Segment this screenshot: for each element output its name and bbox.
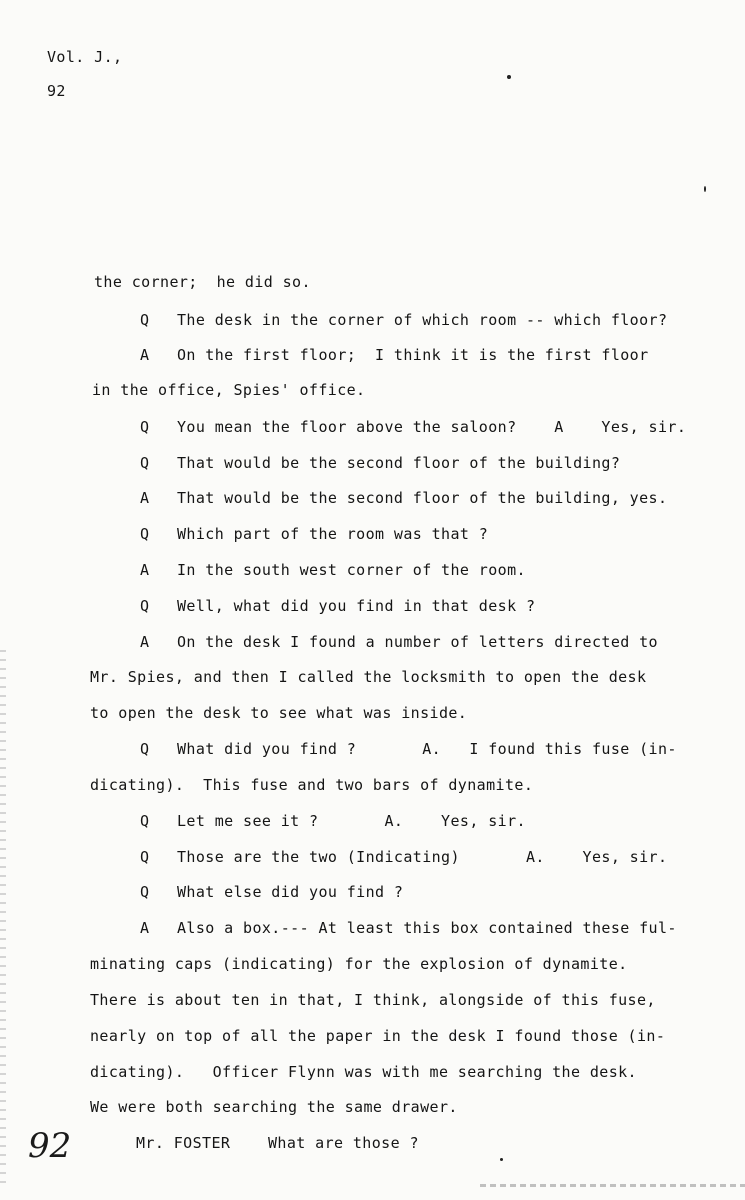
- speaker-marker: Q: [140, 597, 150, 615]
- speaker-marker: Q: [140, 418, 150, 436]
- transcript-line: On the desk I found a number of letters directed to: [177, 633, 658, 651]
- speaker-marker: A: [140, 489, 150, 507]
- transcript-line: What did you find ? A. I found this fuse (in-: [177, 740, 677, 758]
- transcript-line: In the south west corner of the room.: [177, 561, 526, 579]
- speaker-marker: Q: [140, 848, 150, 866]
- transcript-line: dicating). Officer Flynn was with me searching the desk.: [90, 1063, 637, 1081]
- transcript-line: What are those ?: [268, 1134, 419, 1152]
- transcript-line: to open the desk to see what was inside.: [90, 704, 468, 722]
- page-bottom-edge: [480, 1184, 745, 1187]
- speaker-marker: Mr. FOSTER: [136, 1134, 231, 1152]
- ink-speck: [507, 75, 511, 79]
- transcript-line: Which part of the room was that ?: [177, 525, 489, 543]
- transcript-line: Well, what did you find in that desk ?: [177, 597, 536, 615]
- speaker-marker: Q: [140, 812, 150, 830]
- handwritten-page-number: 92: [28, 1126, 72, 1166]
- transcript-line: Those are the two (Indicating) A. Yes, sir.: [177, 848, 668, 866]
- speaker-marker: A: [140, 633, 150, 651]
- volume-label: Vol. J.,: [47, 48, 123, 66]
- transcript-line: What else did you find ?: [177, 883, 404, 901]
- transcript-line: the corner; he did so.: [94, 273, 311, 291]
- transcript-line: in the office, Spies' office.: [92, 381, 366, 399]
- speaker-marker: A: [140, 919, 150, 937]
- speaker-marker: A: [140, 561, 150, 579]
- transcript-line: Also a box.--- At least this box contained these ful-: [177, 919, 677, 937]
- speaker-marker: Q: [140, 525, 150, 543]
- transcript-line: minating caps (indicating) for the explosion of dynamite.: [90, 955, 628, 973]
- transcript-line: On the first floor; I think it is the first floor: [177, 346, 649, 364]
- page-number: 92: [47, 82, 66, 100]
- speaker-marker: Q: [140, 883, 150, 901]
- speaker-marker: A: [140, 346, 150, 364]
- binding-edge: [0, 650, 6, 1190]
- ink-speck: [500, 1158, 503, 1161]
- transcript-line: dicating). This fuse and two bars of dynamite.: [90, 776, 534, 794]
- transcript-line: We were both searching the same drawer.: [90, 1098, 458, 1116]
- transcript-line: Mr. Spies, and then I called the locksmith to open the desk: [90, 668, 647, 686]
- transcript-line: That would be the second floor of the building?: [177, 454, 621, 472]
- transcript-line: Let me see it ? A. Yes, sir.: [177, 812, 526, 830]
- speaker-marker: Q: [140, 740, 150, 758]
- transcript-line: There is about ten in that, I think, alongside of this fuse,: [90, 991, 656, 1009]
- transcript-line: nearly on top of all the paper in the desk I found those (in-: [90, 1027, 666, 1045]
- ink-speck: [704, 186, 706, 192]
- transcript-line: That would be the second floor of the building, yes.: [177, 489, 668, 507]
- transcript-line: You mean the floor above the saloon? A Yes, sir.: [177, 418, 687, 436]
- speaker-marker: Q: [140, 454, 150, 472]
- speaker-marker: Q: [140, 311, 150, 329]
- transcript-line: The desk in the corner of which room -- which floor?: [177, 311, 668, 329]
